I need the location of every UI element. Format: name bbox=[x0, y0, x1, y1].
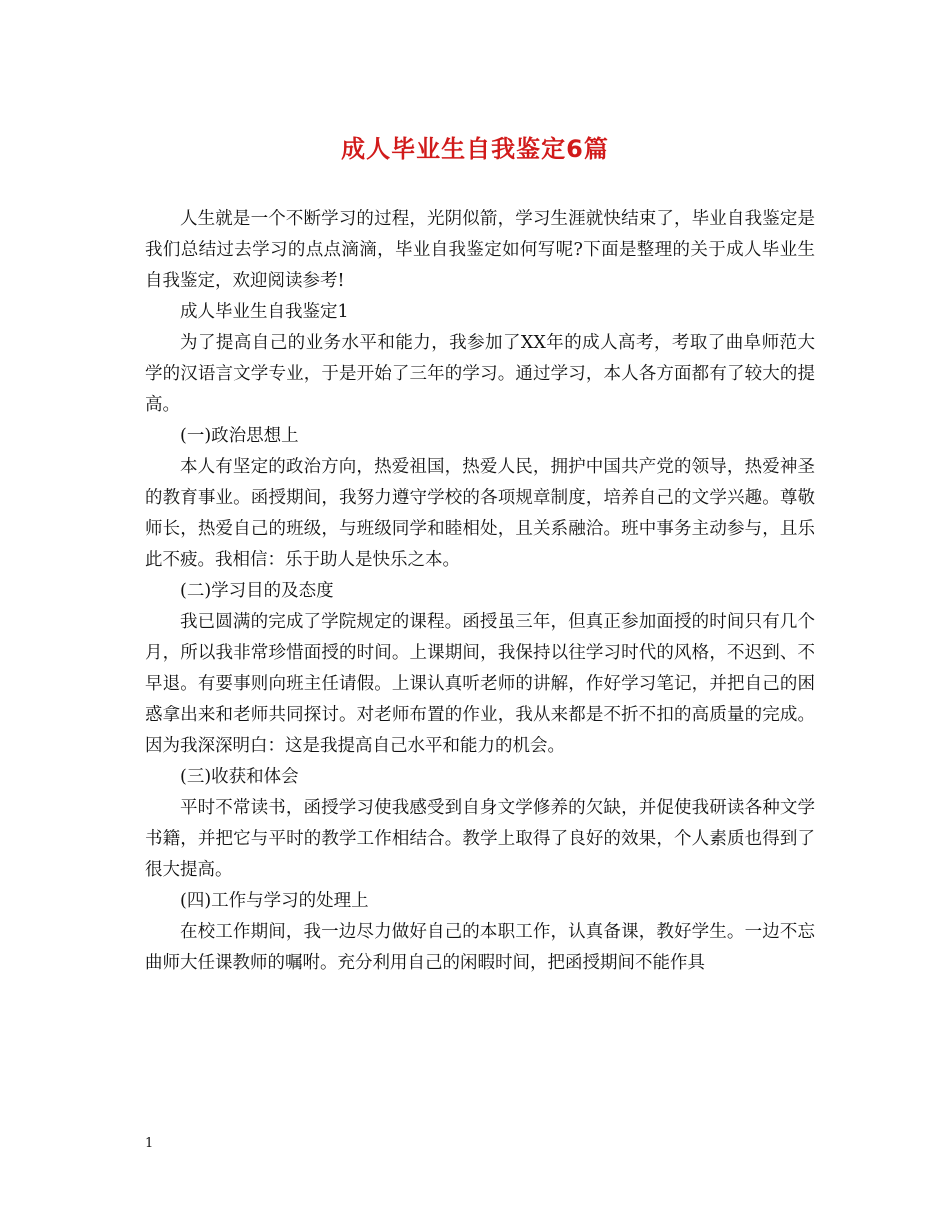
paragraph: 为了提高自己的业务水平和能力，我参加了XX年的成人高考，考取了曲阜师范大学的汉语言文学专业，于是开始了三年的学习。通过学习，本人各方面都有了较大的提高。 bbox=[145, 333, 815, 415]
section-heading-1: 成人毕业生自我鉴定1 bbox=[180, 302, 349, 322]
page-number: 1 bbox=[145, 1136, 154, 1151]
paragraph: 平时不常读书，函授学习使我感受到自身文学修养的欠缺，并促使我研读各种文学书籍，并把它与平时的教学工作相结合。教学上取得了良好的效果，个人素质也得到了很大提高。 bbox=[145, 798, 815, 880]
paragraph: 在校工作期间，我一边尽力做好自己的本职工作，认真备课，教好学生。一边不忘曲师大任课教师的嘱咐。充分利用自己的闲暇时间，把函授期间不能作具 bbox=[145, 922, 815, 973]
document-title: 成人毕业生自我鉴定6篇 bbox=[341, 135, 609, 163]
subheading-study-attitude: (二)学习目的及态度 bbox=[180, 581, 334, 601]
subheading-political: (一)政治思想上 bbox=[180, 426, 299, 446]
paragraph: 我已圆满的完成了学院规定的课程。函授虽三年，但真正参加面授的时间只有几个月，所以我非常珍惜面授的时间。上课期间，我保持以往学习时代的风格，不迟到、不早退。有要事则向班主任请假。上课认真听老师的讲解，作好学习笔记，并把自己的困惑拿出来和老师共同探讨。对老师布置的作业，我从来都是不折不扣的高质量的完成。因为我深深明白：这是我提高自己水平和能力的机会。 bbox=[145, 612, 815, 756]
paragraph: 本人有坚定的政治方向，热爱祖国，热爱人民，拥护中国共产党的领导，热爱神圣的教育事业。函授期间，我努力遵守学校的各项规章制度，培养自己的文学兴趣。尊敬师长，热爱自己的班级，与班级同学和睦相处，且关系融洽。班中事务主动参与，且乐此不疲。我相信：乐于助人是快乐之本。 bbox=[145, 457, 815, 570]
paragraph-intro: 人生就是一个不断学习的过程，光阴似箭，学习生涯就快结束了，毕业自我鉴定是我们总结过去学习的点点滴滴，毕业自我鉴定如何写呢?下面是整理的关于成人毕业生自我鉴定，欢迎阅读参考! bbox=[145, 209, 815, 291]
subheading-gains: (三)收获和体会 bbox=[180, 767, 299, 787]
document-body bbox=[145, 204, 815, 979]
subheading-work-study: (四)工作与学习的处理上 bbox=[180, 891, 369, 911]
